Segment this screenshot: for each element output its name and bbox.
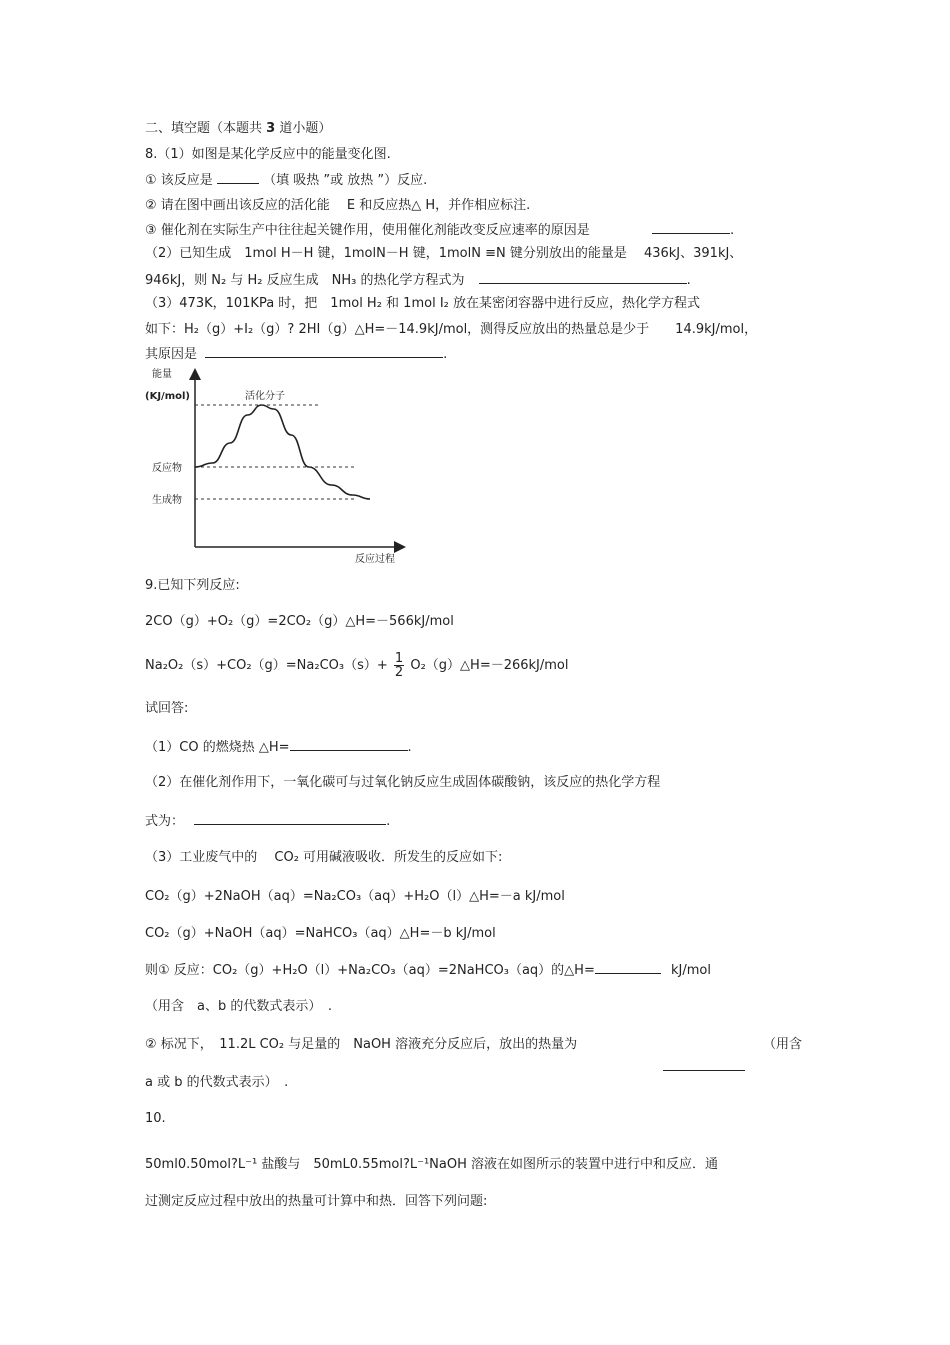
x-axis-label: 反应过程 [355, 554, 395, 565]
level-label-2: 生成物 [152, 495, 182, 506]
q9-sub3: （3）工业废气中的 CO₂ 可用碱液吸收．所发生的反应如下: [145, 850, 503, 865]
energy-diagram [140, 362, 420, 572]
q8-part2-line1: （2）已知生成 1mol H－H 键，1molN－H 键，1molN ≡N 键分别放出的能量是 436kJ、391kJ、 [145, 246, 743, 261]
q8-item3: ③ 催化剂在实际生产中往往起关键作用，使用催化剂能改变反应速率的原因是 . [145, 223, 735, 238]
q10-number: 10. [145, 1111, 166, 1126]
q8-intro: 8.（1）如图是某化学反应中的能量变化图. [145, 147, 391, 162]
y-axis-label-2: (KJ/mol) [145, 391, 190, 402]
q9-eq3: CO₂（g）+2NaOH（aq）=Na₂CO₃（aq）+H₂O（l）△H=－a kJ/mol [145, 889, 565, 904]
q9-intro: 9.已知下列反应: [145, 578, 240, 593]
q8-item2: ② 请在图中画出该反应的活化能 E 和反应热△ H，并作相应标注. [145, 198, 531, 213]
q9-sub1-blank[interactable] [290, 738, 408, 751]
level-label-0: 活化分子 [245, 391, 285, 402]
q9-sub3b-blank[interactable] [663, 1058, 745, 1071]
q9-sub1: （1）CO 的燃烧热 △H= . [145, 740, 412, 755]
q8-part3-line2: 如下：H₂（g）+I₂（g）? 2HI（g）△H=－14.9kJ/mol，测得反应放出的热量总是少于 14.9kJ/mol， [145, 322, 758, 337]
q9-eq1: 2CO（g）+O₂（g）=2CO₂（g）△H=－566kJ/mol [145, 614, 454, 629]
q8-part2-blank[interactable] [479, 271, 687, 284]
q9-eq2: Na₂O₂（s）+CO₂（g）=Na₂CO₃（s）+ $\frac{1}{2}$ O₂（g）△H=－266kJ/mol [145, 651, 569, 680]
q9-sub3b-tail: （用含 [763, 1037, 803, 1052]
q9-ask: 试回答: [145, 701, 189, 716]
energy-curve [195, 405, 370, 499]
q10-line2: 过测定反应过程中放出的热量可计算中和热．回答下列问题: [145, 1194, 488, 1209]
section-count: 3 [266, 121, 276, 136]
q9-eq4: CO₂（g）+NaOH（aq）=NaHCO₃（aq）△H=－b kJ/mol [145, 926, 496, 941]
y-axis-label-1: 能量 [152, 369, 172, 380]
q9-sub2-line1: （2）在催化剂作用下，一氧化碳可与过氧化钠反应生成固体碳酸钠，该反应的热化学方程 [145, 775, 661, 790]
q8-part3-blank[interactable] [205, 345, 443, 358]
section-title: 二、填空题（本题共 3 道小题） [145, 121, 332, 136]
q8-part3-line1: （3）473K，101KPa 时，把 1mol H₂ 和 1mol I₂ 放在某密闭容器中进行反应，热化学方程式 [145, 296, 700, 311]
q8-part2-line2: 946kJ，则 N₂ 与 H₂ 反应生成 NH₃ 的热化学方程式为 . [145, 273, 691, 288]
q9-sub3a-blank[interactable] [595, 961, 661, 974]
q9-sub3b-line2: a 或 b 的代数式表示） . [145, 1075, 289, 1090]
q9-sub3a: 则① 反应：CO₂（g）+H₂O（l）+Na₂CO₃（aq）=2NaHCO₃（aq）的△H= kJ/mol [145, 963, 711, 978]
q9-sub2-blank[interactable] [194, 812, 386, 825]
q8-part3-line3: 其原因是 . [145, 347, 448, 362]
q9-sub3b: ② 标况下， 11.2L CO₂ 与足量的 NaOH 溶液充分反应后，放出的热量为 [145, 1037, 578, 1052]
level-label-1: 反应物 [152, 463, 182, 474]
q8-item3-blank[interactable] [652, 221, 730, 234]
fraction-one-half: $\frac{1}{2}$ [394, 651, 404, 680]
q8-item1: ① 该反应是 （填 吸热 ”或 放热 ”）反应. [145, 173, 428, 188]
q9-sub3a-note: （用含 a、b 的代数式表示） . [145, 999, 332, 1014]
q8-item1-blank[interactable] [217, 171, 259, 184]
q10-line1: 50ml0.50mol?L⁻¹ 盐酸与 50mL0.55mol?L⁻¹NaOH 溶液在如图所示的装置中进行中和反应．通 [145, 1157, 719, 1172]
q9-sub2-line2: 式为： . [145, 814, 391, 829]
